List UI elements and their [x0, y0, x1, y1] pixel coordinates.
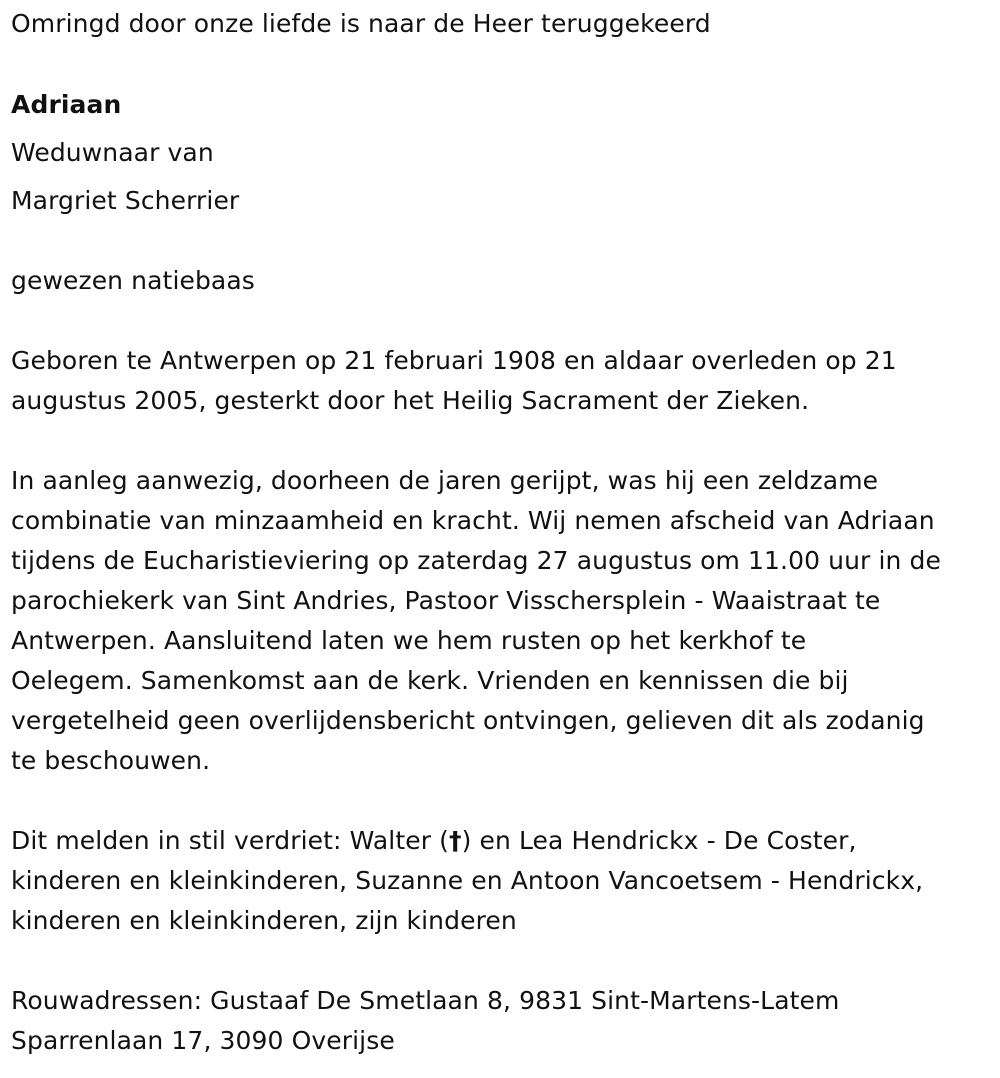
intro-text: Omringd door onze liefde is naar de Heer teruggekeerd [11, 9, 711, 38]
deceased-name: Adriaan [11, 90, 122, 119]
paragraph-line: augustus 2005, gesterkt door het Heilig Sacrament der Zieken. [11, 386, 810, 415]
dagger-icon: † [448, 826, 462, 855]
announcement-text: Dit melden in stil verdriet: Walter ( [11, 826, 449, 855]
spouse-name: Margriet Scherrier [11, 186, 240, 215]
paragraph-line: vergetelheid geen overlijdensbericht ontvingen, gelieven dit als zodanig [11, 706, 925, 735]
paragraph-line [11, 821, 857, 861]
address-line: Sparrenlaan 17, 3090 Overijse [11, 1026, 395, 1055]
paragraph-line: Antwerpen. Aansluitend laten we hem rusten op het kerkhof te [11, 626, 807, 655]
paragraph-line: te beschouwen. [11, 746, 211, 775]
widower-of-text: Weduwnaar van [11, 138, 214, 167]
paragraph-line: combinatie van minzaamheid en kracht. Wij nemen afscheid van Adriaan [11, 506, 935, 535]
paragraph-line: kinderen en kleinkinderen, Suzanne en Antoon Vancoetsem - Hendrickx, [11, 866, 924, 895]
paragraph-line: In aanleg aanwezig, doorheen de jaren gerijpt, was hij een zeldzame [11, 466, 879, 495]
paragraph-line: tijdens de Eucharistieviering op zaterdag 27 augustus om 11.00 uur in de [11, 546, 941, 575]
announcement-text: ) en Lea Hendrickx - De Coster, [461, 826, 857, 855]
paragraph-line: Oelegem. Samenkomst aan de kerk. Vrienden en kennissen die bij [11, 666, 849, 695]
paragraph-line: kinderen en kleinkinderen, zijn kinderen [11, 906, 517, 935]
paragraph-line: Geboren te Antwerpen op 21 februari 1908 en aldaar overleden op 21 [11, 346, 897, 375]
paragraph-line: parochiekerk van Sint Andries, Pastoor Visschersplein - Waaistraat te [11, 586, 881, 615]
occupation-text: gewezen natiebaas [11, 266, 255, 295]
address-line: Rouwadressen: Gustaaf De Smetlaan 8, 9831 Sint-Martens-Latem [11, 986, 840, 1015]
